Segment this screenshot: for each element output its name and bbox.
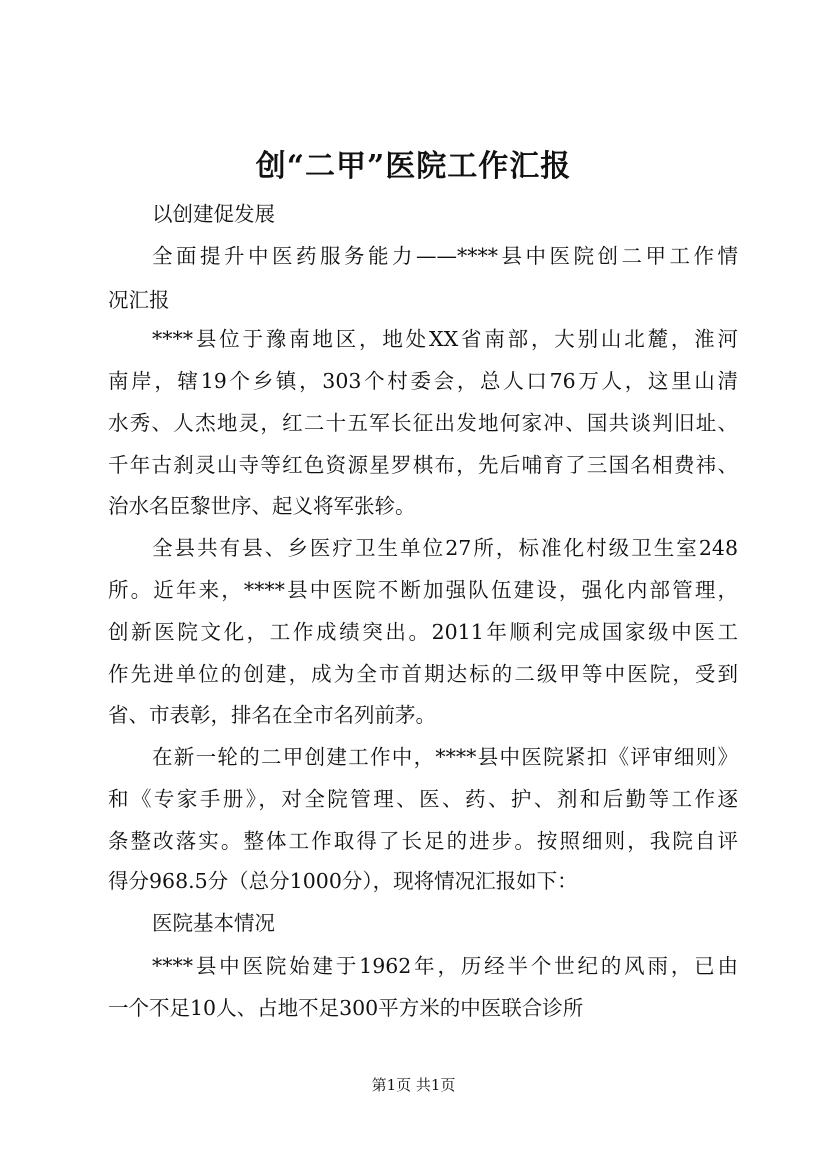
body-line: 全县共有县、乡医疗卫生单位27所，标准化村级卫生室248: [152, 536, 738, 560]
body-line: 条整改落实。整体工作取得了长足的进步。按照细则，我院自评: [108, 829, 738, 853]
body-line: 一个不足10人、占地不足300平方米的中医联合诊所: [108, 996, 584, 1020]
body-line: 得分968.5分（总分1000分），现将情况汇报如下：: [108, 869, 578, 893]
body-line: ****县中医院始建于1962年，历经半个世纪的风雨，已由: [152, 954, 738, 978]
subtitle-line: 以创建促发展: [152, 202, 275, 226]
body-line: 所。近年来，****县中医院不断加强队伍建设，强化内部管理，: [108, 578, 738, 602]
body-line: 况汇报: [108, 288, 170, 312]
section-heading: 医院基本情况: [152, 911, 275, 935]
body-line: 千年古刹灵山寺等红色资源星罗棋布，先后哺育了三国名相费祎、: [108, 453, 738, 477]
body-line: 治水名臣黎世序、起义将军张轸。: [108, 494, 416, 518]
body-line: 全面提升中医药服务能力——****县中医院创二甲工作情: [152, 244, 738, 268]
body-line: ****县位于豫南地区，地处XX省南部，大别山北麓，淮河: [152, 327, 738, 351]
body-line: 省、市表彰，排名在全市名列前茅。: [108, 703, 436, 727]
body-line: 作先进单位的创建，成为全市首期达标的二级甲等中医院，受到: [108, 662, 738, 686]
body-line: 在新一轮的二甲创建工作中，****县中医院紧扣《评审细则》: [152, 745, 738, 769]
body-line: 和《专家手册》，对全院管理、医、药、护、剂和后勤等工作逐: [108, 787, 738, 811]
body-line: 创新医院文化，工作成绩突出。2011年顺利完成国家级中医工: [108, 620, 738, 644]
page-number: 第1页 共1页: [371, 1076, 456, 1094]
body-line: 南岸，辖19个乡镇，303个村委会，总人口76万人，这里山清: [108, 369, 738, 393]
document-title: 创“二甲”医院工作汇报: [255, 149, 572, 184]
body-line: 水秀、人杰地灵，红二十五军长征出发地何家冲、国共谈判旧址、: [108, 411, 738, 435]
